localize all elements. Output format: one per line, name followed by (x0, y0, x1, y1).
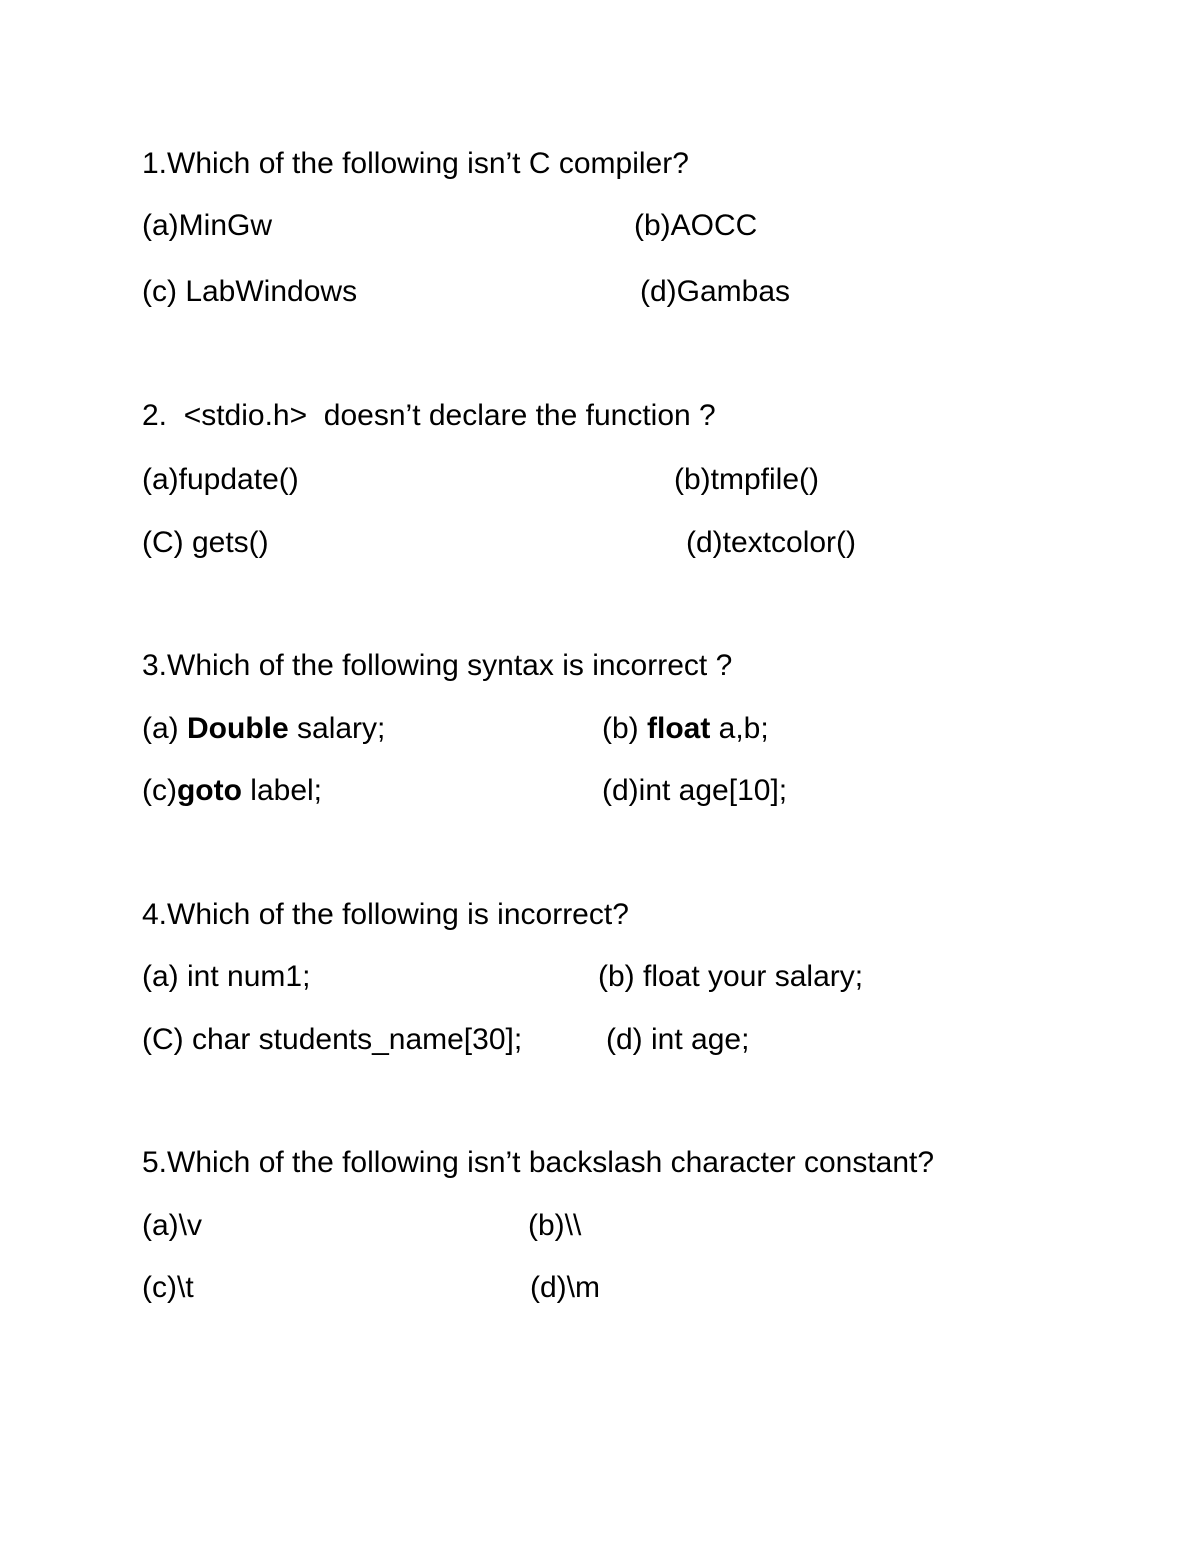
keyword-bold: Double (187, 712, 289, 745)
question-5-option-a: (a)\v (142, 1209, 202, 1242)
question-2-option-c: (C) gets() (142, 526, 269, 559)
question-3-text: 3.Which of the following syntax is incorrect ? (142, 649, 733, 682)
question-5-option-b: (b)\\ (528, 1209, 582, 1242)
question-3-option-d: (d)int age[10]; (602, 774, 788, 807)
question-3-option-b: (b) float a,b; (602, 712, 769, 745)
question-2-text: 2. <stdio.h> doesn’t declare the function ? (142, 399, 716, 432)
keyword-bold: float (647, 712, 711, 745)
question-2-option-a: (a)fupdate() (142, 463, 299, 496)
question-4-option-d: (d) int age; (606, 1023, 750, 1056)
question-1-option-a: (a)MinGw (142, 209, 273, 242)
question-1-option-b: (b)AOCC (634, 209, 758, 242)
question-1-text: 1.Which of the following isn’t C compiler? (142, 147, 689, 180)
question-1-option-d: (d)Gambas (640, 275, 791, 308)
question-5-text: 5.Which of the following isn’t backslash character constant? (142, 1146, 935, 1179)
question-3-option-a: (a) Double salary; (142, 712, 386, 745)
question-5-option-c: (c)\t (142, 1271, 194, 1304)
question-4-option-a: (a) int num1; (142, 960, 311, 993)
question-2-option-b: (b)tmpfile() (674, 463, 820, 496)
question-2-option-d: (d)textcolor() (686, 526, 857, 559)
question-5-option-d: (d)\m (530, 1271, 600, 1304)
question-3-option-c: (c)goto label; (142, 774, 323, 807)
question-4-option-b: (b) float your salary; (598, 960, 864, 993)
question-1-option-c: (c) LabWindows (142, 275, 358, 308)
question-4-option-c: (C) char students_name[30]; (142, 1023, 523, 1056)
keyword-bold: goto (176, 774, 242, 807)
question-4-text: 4.Which of the following is incorrect? (142, 898, 629, 931)
